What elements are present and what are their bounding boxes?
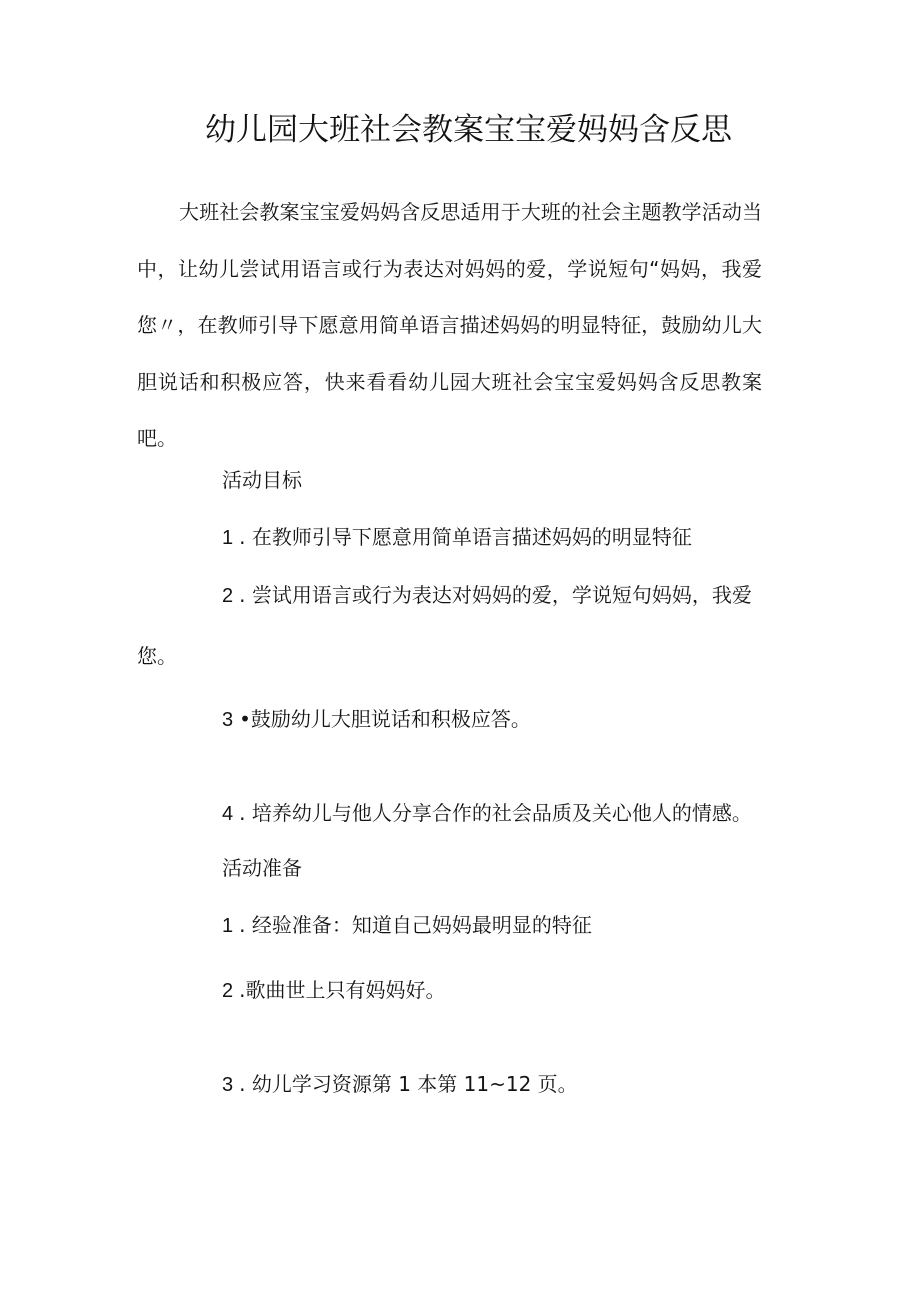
- goal-item-number: 3: [222, 709, 234, 731]
- goal-item-number: 1: [222, 527, 234, 549]
- prep-item-text: . 经验准备：知道自己妈妈最明显的特征: [239, 913, 592, 937]
- document-title: 幼儿园大班社会教案宝宝爱妈妈含反思: [205, 112, 732, 148]
- goal-item-text: . 尝试用语言或行为表达对妈妈的爱，学说短句妈妈，我爱您。: [137, 583, 752, 668]
- goal-item-text: . 培养幼儿与他人分享合作的社会品质及关心他人的情感。: [239, 801, 752, 825]
- goals-heading: 活动目标: [222, 468, 302, 492]
- prep-item-number: 3: [222, 1074, 234, 1096]
- prep-item-1: [222, 910, 592, 941]
- prep-item-text: . 幼儿学习资源第 1 本第 11~12 页。: [239, 1072, 578, 1096]
- prep-item-number: 2: [222, 980, 234, 1002]
- goal-item-4: [222, 798, 752, 829]
- goal-item-1: [222, 522, 692, 553]
- goal-item-2: [137, 565, 762, 686]
- goal-item-text: . 在教师引导下愿意用简单语言描述妈妈的明显特征: [239, 525, 692, 549]
- prep-item-text: .歌曲世上只有妈妈好。: [239, 978, 446, 1002]
- prep-item-number: 1: [222, 915, 234, 937]
- intro-paragraph: 大班社会教案宝宝爱妈妈含反思适用于大班的社会主题教学活动当中，让幼儿尝试用语言或行为表达对妈妈的爱，学说短句“妈妈，我爱您〃，在教师引导下愿意用简单语言描述妈妈的明显特征，鼓励幼儿大胆说话和积极应答，快来看看幼儿园大班社会宝宝爱妈妈含反思教案吧。: [137, 200, 762, 450]
- goal-item-text: •鼓励幼儿大胆说话和积极应答。: [239, 707, 531, 731]
- goal-item-3: [222, 704, 531, 735]
- prep-item-2: [222, 975, 445, 1006]
- goal-item-number: 4: [222, 803, 234, 825]
- prep-item-3: [222, 1069, 578, 1100]
- prep-heading: 活动准备: [222, 856, 302, 880]
- goal-item-number: 2: [222, 585, 234, 607]
